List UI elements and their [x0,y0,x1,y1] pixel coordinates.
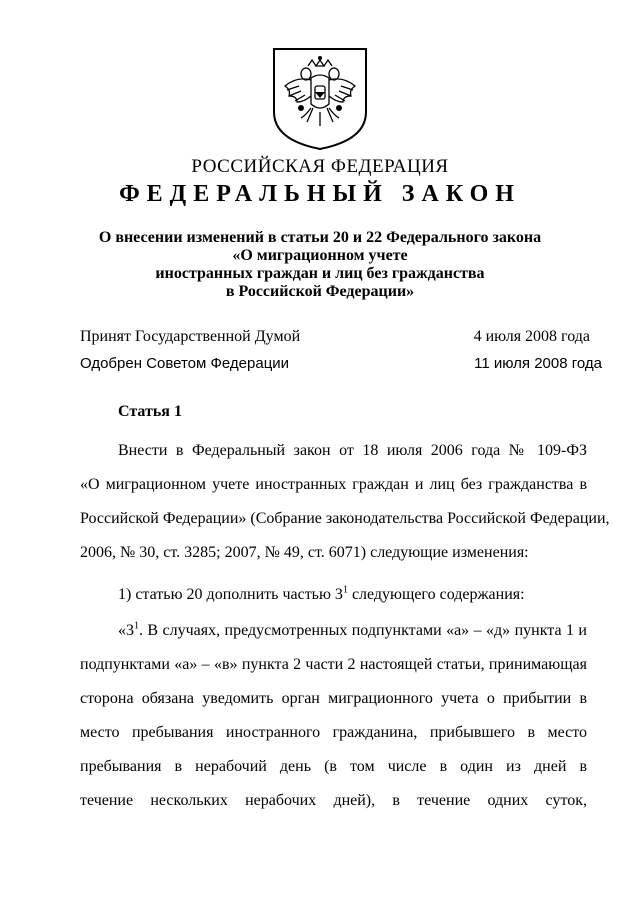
duma-date: 4 июля 2008 года [473,328,590,345]
quote-first-text: . В случаях, предусмотренных подпунктами «а» – «д» пункта 1 и [139,622,587,639]
quote-line [80,621,587,655]
quote-line: пребывания в нерабочий день (в том числе в один из дней в [80,758,587,775]
council-label: Одобрен Советом Федерации [80,355,290,372]
law-title-line: О внесении изменений в статьи 20 и 22 Федерального закона [98,229,542,246]
item-text-suffix: следующего содержания: [347,586,525,603]
law-title [0,229,640,301]
paragraph-line: Российской Федерации» (Собрание законодательства Российской Федерации, [80,510,610,527]
country-name: РОССИЙСКАЯ ФЕДЕРАЦИЯ [191,156,449,177]
article-paragraph-1 [80,441,610,577]
quote-line: подпунктами «а» – «в» пункта 2 части 2 настоящей статьи, принимающая [80,656,587,673]
quote-superscript: 1 [134,620,139,632]
council-date: 11 июля 2008 года [474,355,602,372]
paragraph-line: «О миграционном учете иностранных граждан и лиц без гражданства в [80,476,587,493]
quote-prefix: «3 [118,622,134,639]
law-type-heading: ФЕДЕРАЛЬНЫЙ ЗАКОН [119,181,521,207]
quoted-amendment [80,621,587,825]
law-title-line: «О миграционном учете [232,247,408,264]
quote-line: сторона обязана уведомить орган миграционного учета о прибытии в [80,690,587,707]
item-text-prefix: 1) статью 20 дополнить частью 3 [118,586,343,603]
item-line [80,585,587,619]
paragraph-line: Внести в Федеральный закон от 18 июля 2006 года № 109-ФЗ [118,442,587,459]
law-title-line: иностранных граждан и лиц без гражданства [155,265,485,282]
quote-line: течение нескольких нерабочих дней), в течение одних суток, [80,792,587,809]
article-heading: Статья 1 [118,403,182,420]
duma-label: Принят Государственной Думой [80,328,301,345]
paragraph-line: 2006, № 30, ст. 3285; 2007, № 49, ст. 6071) следующие изменения: [80,544,529,561]
article-item-1 [80,585,587,619]
law-title-line: в Российской Федерации» [225,283,415,300]
item-superscript: 1 [342,584,348,596]
coat-of-arms-emblem [271,46,369,152]
quote-line: место пребывания иностранного гражданина, прибывшего в место [80,724,587,741]
